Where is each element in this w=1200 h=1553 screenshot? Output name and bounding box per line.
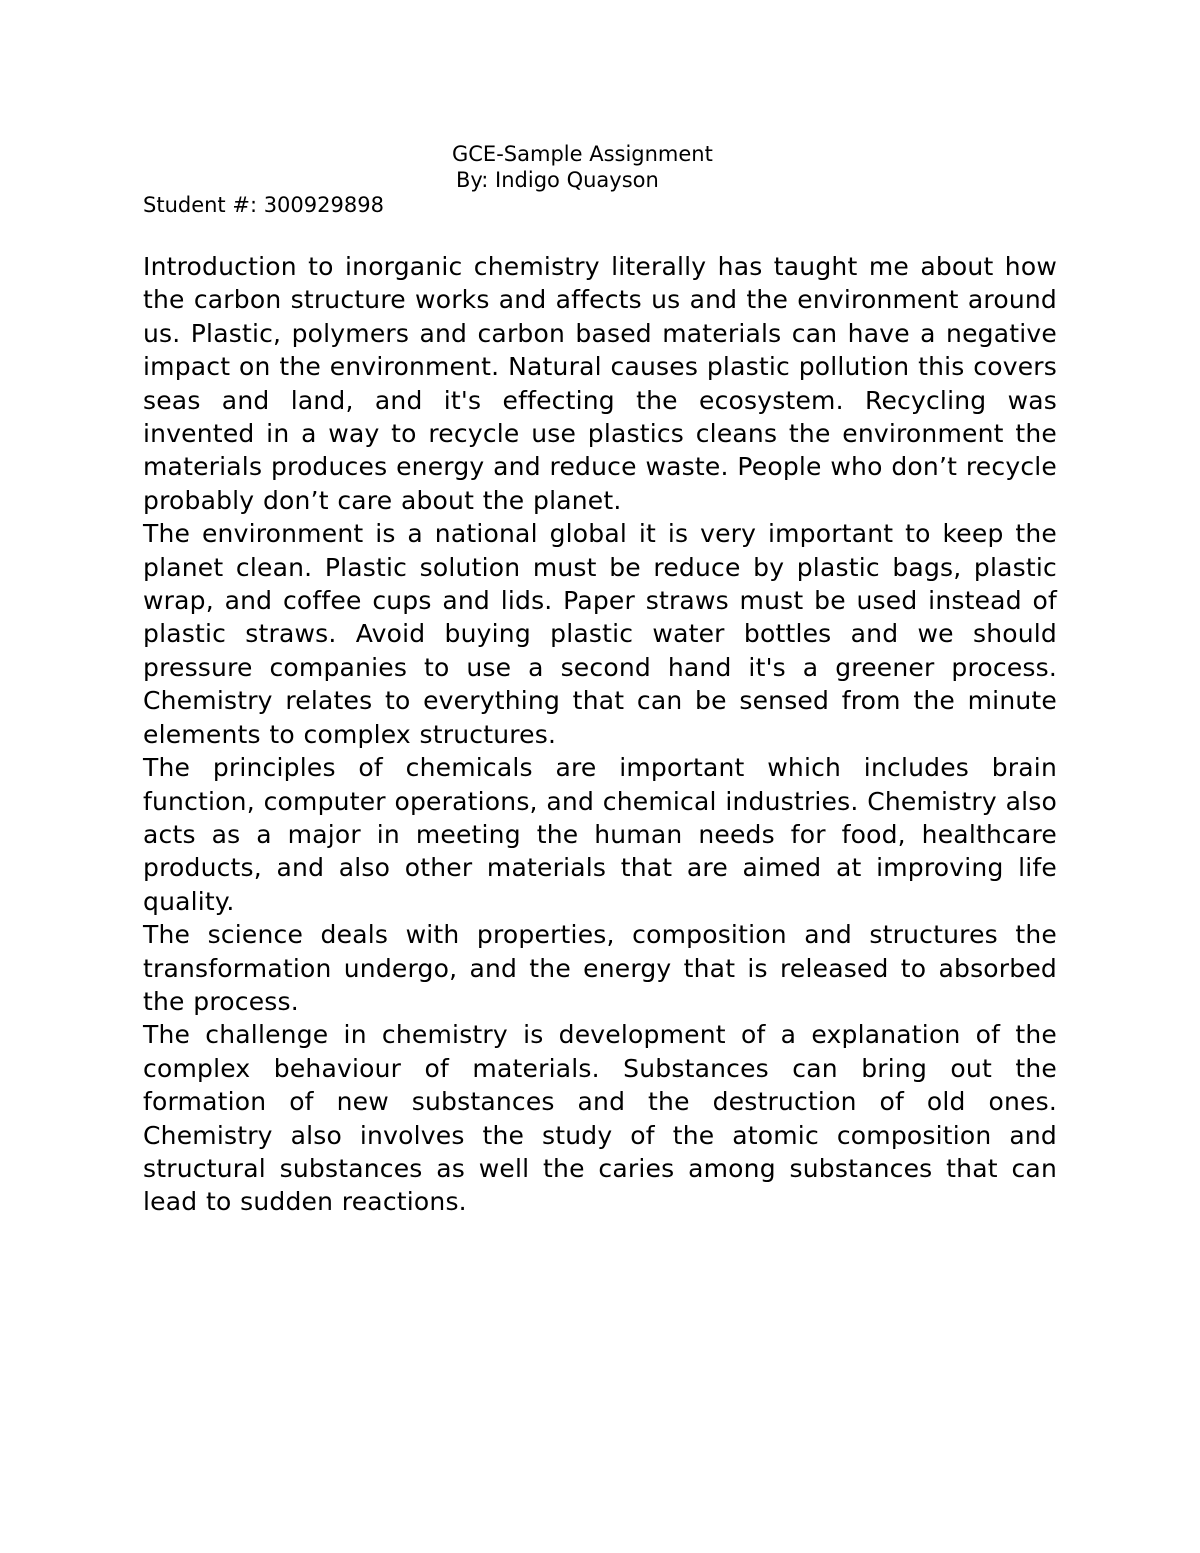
student-number: Student #: 300929898	[143, 193, 384, 217]
paragraph-5: The challenge in chemistry is development of a explanation of the complex behaviour of materials. Substances can bring out the formation of new substances and the destruction of old ones. Chemistry also involves the study of the atomic composition and structural substances as well the caries among substances that can lead to sudden reactions.	[143, 1020, 1057, 1217]
paragraph-1: Introduction to inorganic chemistry literally has taught me about how the carbon structure works and affects us and the environment around us. Plastic, polymers and carbon based materials can have a negative impact on the environment. Natural causes plastic pollution this covers seas and land, and it's effecting the ecosystem. Recycling was invented in a way to recycle use plastics cleans the environment the materials produces energy and reduce waste. People who don’t recycle probably don’t care about the planet.	[143, 252, 1057, 515]
author-line: By: Indigo Quayson	[456, 168, 659, 192]
paragraph-3: The principles of chemicals are important which includes brain function, computer operations, and chemical industries. Chemistry also acts as a major in meeting the human needs for food, healthcare products, and also other materials that are aimed at improving life quality.	[143, 753, 1057, 916]
paragraph-4: The science deals with properties, composition and structures the transformation undergo, and the energy that is released to absorbed the process.	[143, 920, 1057, 1016]
paragraph-2: The environment is a national global it is very important to keep the planet clean. Plastic solution must be reduce by plastic bags, plastic wrap, and coffee cups and lids. Paper straws must be used instead of plastic straws. Avoid buying plastic water bottles and we should pressure companies to use a second hand it's a greener process. Chemistry relates to everything that can be sensed from the minute elements to complex structures.	[143, 519, 1057, 749]
document-body	[143, 250, 1057, 1219]
document-title: GCE-Sample Assignment	[452, 142, 713, 166]
